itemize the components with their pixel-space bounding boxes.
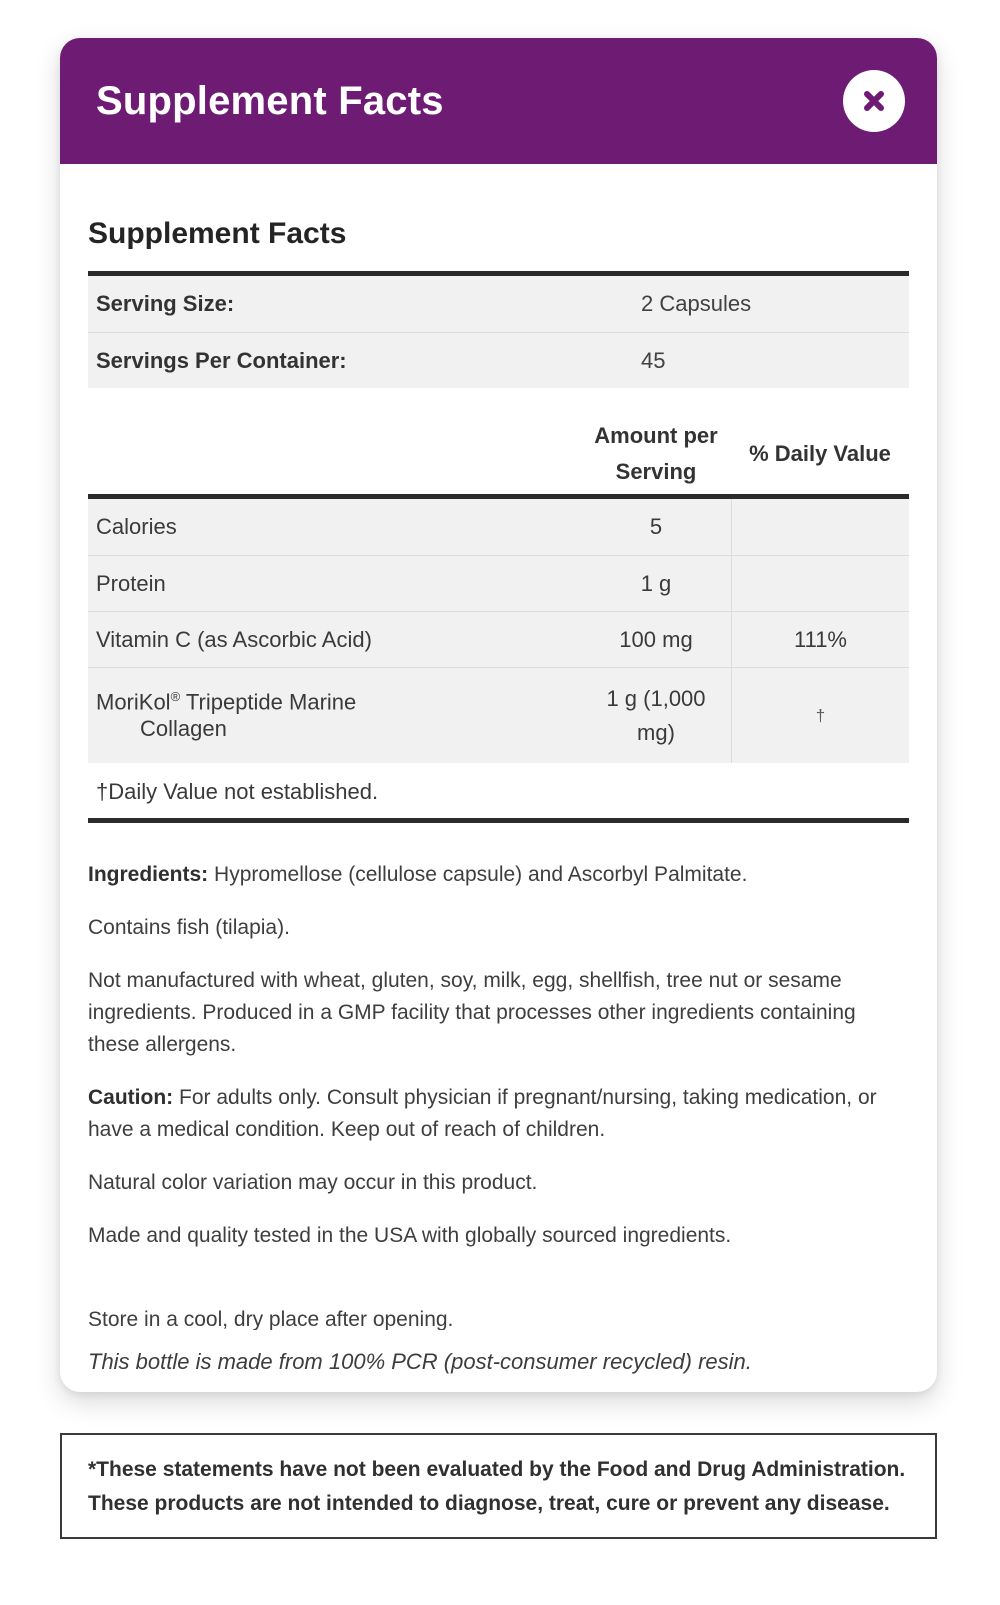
nutrient-dv: 111%	[731, 612, 909, 667]
section-title: Supplement Facts	[88, 217, 347, 250]
info-paragraphs	[88, 859, 909, 1330]
nutrient-amount: 1 g (1,000 mg)	[606, 685, 706, 745]
modal-body-scroll-area[interactable]	[60, 164, 937, 1330]
pcr-bottle-note: This bottle is made from 100% PCR (post-consumer recycled) resin.	[88, 1349, 752, 1374]
table-row-calories	[88, 499, 909, 555]
nutrient-name: Vitamin C (as Ascorbic Acid)	[96, 626, 372, 652]
table-row-morikol-collagen	[88, 667, 909, 763]
caution-paragraph: Caution: For adults only. Consult physician if pregnant/nursing, taking medication, or have a medical condition. Keep out of reach of children.	[88, 1086, 877, 1141]
nutrient-name: Protein	[96, 570, 166, 596]
nutrient-name: Calories	[96, 514, 177, 539]
made-in-usa-paragraph: Made and quality tested in the USA with globally sourced ingredients.	[88, 1224, 732, 1247]
modal-title: Supplement Facts	[96, 78, 444, 123]
amount-per-serving-header: Amount per Serving	[594, 423, 718, 484]
nutrient-dv	[731, 499, 909, 555]
close-icon	[859, 86, 889, 116]
brand-name: MoriKol	[96, 689, 171, 715]
percent-daily-value-header: % Daily Value	[749, 441, 891, 466]
caution-label: Caution:	[88, 1086, 174, 1109]
storage-paragraph: Store in a cool, dry place after opening.	[88, 1308, 454, 1330]
color-variation-paragraph: Natural color variation may occur in this product.	[88, 1171, 538, 1194]
nutrient-table	[88, 414, 909, 823]
ingredients-label: Ingredients:	[88, 863, 209, 886]
nutrient-amount: 1 g	[640, 570, 672, 596]
allergen-paragraph: Not manufactured with wheat, gluten, soy, milk, egg, shellfish, tree nut or sesame ingredients. Produced in a GMP facility that processes other ingredients containing these allergens.	[88, 969, 856, 1056]
supplement-facts-modal	[60, 38, 937, 1392]
serving-size-value: 2 Capsules	[641, 291, 752, 316]
modal-footer	[60, 1330, 937, 1392]
close-button[interactable]	[843, 70, 905, 132]
registered-mark: ®	[170, 689, 181, 705]
servings-per-container-label: Servings Per Container:	[96, 347, 347, 373]
ingredients-paragraph: Ingredients: Hypromellose (cellulose capsule) and Ascorbyl Palmitate.	[88, 863, 748, 886]
daily-value-footnote: †Daily Value not established.	[88, 763, 909, 823]
fda-disclaimer-line1: *These statements have not been evaluated by the Food and Drug Administration.	[88, 1458, 906, 1481]
nutrient-dv: †	[731, 668, 909, 763]
nutrient-amount: 5	[649, 514, 663, 539]
nutrient-name-rest: Tripeptide Marine	[180, 689, 357, 715]
table-row-protein	[88, 555, 909, 611]
modal-header	[60, 38, 937, 164]
nutrient-name-line2: Collagen	[140, 715, 227, 741]
servings-per-container-row	[88, 332, 909, 388]
fda-disclaimer-box	[60, 1433, 937, 1539]
serving-size-label: Serving Size:	[96, 291, 235, 316]
serving-size-row	[88, 276, 909, 332]
nutrient-table-header-row	[88, 414, 909, 494]
fda-disclaimer-line2: These products are not intended to diagnose, treat, cure or prevent any disease.	[88, 1492, 890, 1515]
contains-paragraph: Contains fish (tilapia).	[88, 916, 290, 939]
nutrient-name	[88, 689, 581, 741]
nutrient-amount: 100 mg	[619, 626, 693, 652]
servings-per-container-value: 45	[641, 347, 666, 373]
serving-info-table	[88, 271, 909, 388]
nutrient-dv	[731, 556, 909, 611]
table-row-vitamin-c	[88, 611, 909, 667]
